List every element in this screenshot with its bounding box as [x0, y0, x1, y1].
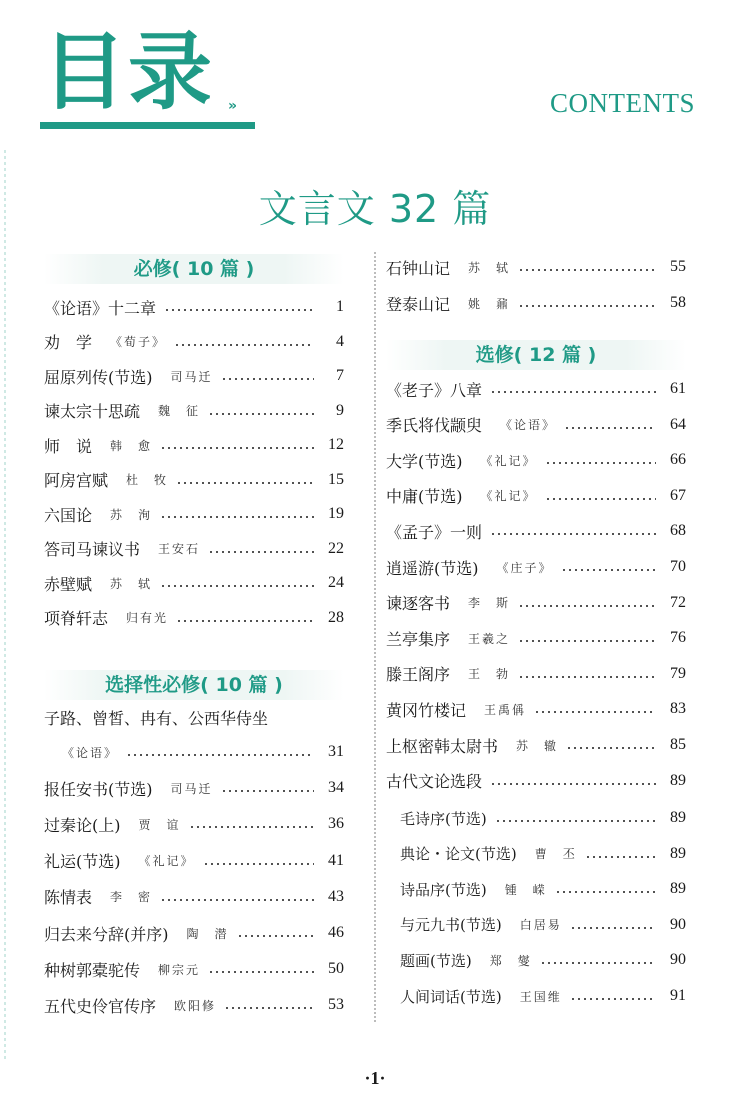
toc-entry[interactable] [386, 730, 686, 760]
entry-title: 大学(节选) [386, 451, 463, 471]
dot-leader [221, 790, 314, 792]
entry-page: 76 [670, 629, 686, 647]
entry-author: 陶 潜 [186, 926, 229, 941]
entry-page: 90 [670, 951, 686, 969]
dot-leader [160, 585, 314, 587]
entry-title: 子路、曾皙、冉有、公西华侍坐 [44, 708, 269, 728]
toc-entry[interactable] [44, 809, 344, 839]
entry-title: 阿房宫赋 [44, 471, 109, 490]
entry-page: 12 [328, 436, 344, 453]
entry-author: 《论语》 [500, 418, 557, 433]
toc-entry[interactable] [386, 516, 686, 546]
dot-leader [174, 344, 314, 346]
toc-entry[interactable] [400, 874, 686, 904]
dot-leader [160, 516, 314, 518]
toc-entry[interactable] [386, 588, 686, 618]
dot-leader [561, 569, 656, 571]
entry-page: 28 [328, 608, 344, 626]
column-divider [374, 252, 376, 1022]
entry-author: 苏 轼 [110, 576, 153, 591]
entry-page: 58 [670, 294, 686, 311]
dot-leader [518, 676, 656, 678]
entry-page: 31 [328, 743, 344, 760]
toc-entry[interactable] [44, 327, 344, 357]
entry-author: 王安石 [158, 542, 201, 556]
entry-title: 屈原列传(节选) [44, 367, 153, 387]
dot-leader [224, 1007, 314, 1009]
entry-author: 李 斯 [468, 596, 511, 611]
entry-page: 7 [336, 367, 344, 384]
entry-title: 赤壁赋 [44, 574, 93, 594]
dot-leader [160, 899, 314, 901]
entry-title: 过秦论(上) [44, 815, 121, 835]
contents-label: CONTENTS [550, 88, 695, 118]
entry-title: 答司马谏议书 [44, 540, 141, 559]
entry-title: 中庸(节选) [386, 487, 463, 507]
dot-leader [540, 962, 656, 964]
entry-title: 兰亭集序 [386, 629, 451, 649]
entry-author: 《庄子》 [496, 560, 553, 575]
entry-page: 89 [670, 809, 686, 826]
dot-leader [555, 891, 656, 893]
dot-leader [490, 533, 656, 535]
entry-page: 50 [328, 960, 344, 978]
entry-title: 逍遥游(节选) [386, 558, 479, 578]
dot-leader [203, 863, 314, 865]
entry-page: 4 [336, 332, 344, 350]
dot-leader [221, 378, 314, 380]
toc-entry[interactable] [44, 603, 344, 633]
dot-leader [566, 747, 656, 749]
toc-entry[interactable] [400, 945, 686, 975]
toc-entry[interactable] [400, 803, 686, 833]
entry-page: 15 [328, 470, 344, 488]
entry-title: 古代文论选段 [386, 772, 483, 792]
entry-page: 91 [670, 987, 686, 1004]
dot-leader [518, 305, 656, 307]
entry-author: 王 勃 [468, 667, 511, 682]
dot-leader [570, 998, 656, 1000]
entry-author: 苏 轼 [468, 260, 511, 275]
entry-page: 64 [670, 415, 686, 433]
page-title: 目录 [42, 23, 215, 121]
toc-entry[interactable] [400, 839, 686, 869]
entry-title: 典论・论文(节选) [400, 845, 517, 864]
dot-leader [126, 754, 314, 756]
dot-leader [534, 711, 656, 713]
entry-author: 归有光 [126, 611, 169, 625]
entry-title: 五代史伶官传序 [44, 996, 157, 1016]
toc-entry[interactable] [44, 292, 344, 322]
entry-page: 55 [670, 258, 686, 275]
entry-author: 《礼记》 [138, 854, 195, 869]
entry-author: 曹 丕 [534, 847, 577, 862]
dot-leader [208, 551, 314, 553]
dot-leader [518, 605, 656, 607]
entry-title: 师 说 [44, 436, 93, 456]
entry-title: 《孟子》一则 [386, 522, 483, 542]
dot-leader [164, 309, 314, 311]
dot-leader [208, 971, 314, 973]
dot-leader [189, 826, 314, 828]
dot-leader [237, 935, 314, 937]
entry-page: 89 [670, 771, 686, 789]
entry-title: 谏太宗十思疏 [44, 402, 141, 421]
entry-title: 黄冈竹楼记 [386, 700, 467, 720]
toc-entry[interactable] [386, 659, 686, 689]
entry-author: 司马迁 [170, 781, 213, 796]
entry-page: 72 [670, 593, 686, 611]
entry-title: 《老子》八章 [386, 380, 483, 400]
entry-author: 《论语》 [62, 745, 119, 760]
entry-title: 上枢密韩太尉书 [386, 736, 499, 756]
contents-header [0, 0, 750, 150]
dot-leader [495, 820, 656, 822]
entry-title: 陈情表 [44, 888, 93, 908]
entry-title: 石钟山记 [386, 258, 451, 278]
toc-entry[interactable] [386, 410, 686, 440]
entry-title: 季氏将伐颛臾 [386, 416, 483, 436]
entry-page: 34 [328, 779, 344, 797]
toc-entry[interactable] [44, 954, 344, 984]
toc-entry[interactable] [386, 623, 686, 653]
decorative-dotted-margin [4, 150, 6, 1060]
entry-page: 79 [670, 664, 686, 682]
toc-entry[interactable] [386, 552, 686, 582]
entry-author: 苏 辙 [516, 738, 559, 753]
entry-title: 礼运(节选) [44, 852, 121, 872]
dot-leader [585, 856, 656, 858]
dot-leader [545, 462, 656, 464]
entry-author: 王禹偁 [484, 702, 527, 717]
entry-title: 劝 学 [44, 333, 93, 352]
entry-author: 魏 征 [158, 404, 201, 418]
entry-title: 与元九书(节选) [400, 916, 502, 935]
entry-page: 41 [328, 851, 344, 869]
entry-page: 22 [328, 539, 344, 557]
toc-entry[interactable] [386, 766, 686, 796]
entry-title: 《论语》十二章 [44, 298, 157, 318]
entry-title: 种树郭橐驼传 [44, 960, 141, 980]
entry-page: 83 [670, 700, 686, 718]
toc-entry[interactable] [44, 882, 344, 912]
group-heading-xuanxiu: 选修( 12 篇 ) [386, 340, 686, 370]
entry-author: 欧阳修 [174, 998, 217, 1013]
entry-title: 报任安书(节选) [44, 779, 153, 799]
entry-author: 姚 鼐 [468, 296, 511, 311]
toc-entry[interactable] [44, 846, 344, 876]
toc-entry[interactable] [44, 534, 344, 564]
section-title: 文言文 32 篇 [258, 187, 492, 231]
dot-leader [545, 498, 656, 500]
entry-page: 24 [328, 574, 344, 591]
entry-title: 登泰山记 [386, 294, 451, 314]
entry-page: 9 [336, 401, 344, 419]
chevron-right-icon: » [228, 98, 236, 114]
entry-page: 53 [328, 996, 344, 1014]
toc-entry[interactable] [44, 918, 344, 948]
dot-leader [208, 413, 314, 415]
entry-page: 61 [670, 380, 686, 397]
entry-author: 王国维 [519, 989, 562, 1004]
toc-entry[interactable] [44, 990, 344, 1020]
entry-title: 谏逐客书 [386, 594, 451, 614]
entry-page: 67 [670, 486, 686, 504]
entry-author: 郑 燮 [489, 953, 532, 968]
entry-page: 19 [328, 505, 344, 522]
toc-entry[interactable] [44, 396, 344, 426]
entry-page: 89 [670, 880, 686, 898]
group-heading-bixiu: 必修( 10 篇 ) [44, 254, 344, 284]
entry-title: 毛诗序(节选) [400, 809, 487, 828]
group-heading-xuanzexing: 选择性必修( 10 篇 ) [44, 670, 344, 700]
dot-leader [490, 783, 656, 785]
toc-entry[interactable] [44, 737, 344, 767]
entry-author: 《礼记》 [480, 453, 537, 468]
entry-author: 王羲之 [468, 631, 511, 646]
entry-page: 89 [670, 844, 686, 862]
entry-author: 韩 愈 [110, 438, 153, 453]
toc-entry[interactable] [44, 568, 344, 598]
entry-title: 题画(节选) [400, 951, 472, 970]
dot-leader [518, 640, 656, 642]
entry-title: 项脊轩志 [44, 609, 109, 628]
entry-title: 滕王阁序 [386, 665, 451, 685]
toc-entry[interactable] [44, 430, 344, 460]
dot-leader [176, 482, 314, 484]
entry-author: 白居易 [519, 918, 562, 933]
entry-author: 《荀子》 [110, 335, 167, 349]
entry-page: 66 [670, 451, 686, 469]
entry-author: 苏 洵 [110, 507, 153, 522]
entry-page: 36 [328, 815, 344, 833]
toc-entry[interactable] [386, 288, 686, 318]
entry-page: 46 [328, 924, 344, 941]
long-title-entry[interactable] [44, 702, 344, 732]
toc-entry[interactable] [44, 773, 344, 803]
toc-entry[interactable] [44, 465, 344, 495]
entry-author: 杜 牧 [126, 473, 169, 487]
entry-page: 43 [328, 887, 344, 905]
entry-page: 1 [336, 298, 344, 315]
entry-author: 柳宗元 [158, 962, 201, 977]
toc-entry[interactable] [386, 374, 686, 404]
toc-entry[interactable] [386, 252, 686, 282]
entry-author: 贾 谊 [138, 817, 181, 832]
entry-author: 《礼记》 [480, 489, 537, 504]
entry-page: 90 [670, 915, 686, 933]
dot-leader [160, 447, 314, 449]
dot-leader [518, 269, 656, 271]
dot-leader [570, 927, 656, 929]
toc-entry[interactable] [386, 445, 686, 475]
entry-title: 诗品序(节选) [400, 880, 487, 899]
page-number: ·1· [364, 1068, 386, 1088]
entry-title: 归去来兮辞(并序) [44, 924, 169, 944]
dot-leader [490, 391, 656, 393]
entry-author: 李 密 [110, 890, 153, 905]
dot-leader [176, 620, 314, 622]
toc-entry[interactable] [400, 910, 686, 940]
toc-entry[interactable] [44, 499, 344, 529]
entry-title: 人间词话(节选) [400, 987, 502, 1006]
entry-title: 六国论 [44, 505, 93, 525]
toc-entry[interactable] [44, 361, 344, 391]
toc-entry[interactable] [386, 694, 686, 724]
entry-page: 68 [670, 522, 686, 540]
entry-author: 司马迁 [170, 369, 213, 384]
entry-page: 70 [670, 558, 686, 575]
entry-page: 85 [670, 736, 686, 753]
dot-leader [564, 427, 656, 429]
title-underline [40, 122, 255, 129]
toc-entry[interactable] [386, 481, 686, 511]
entry-author: 锺 嵘 [504, 882, 547, 897]
toc-entry[interactable] [400, 981, 686, 1011]
